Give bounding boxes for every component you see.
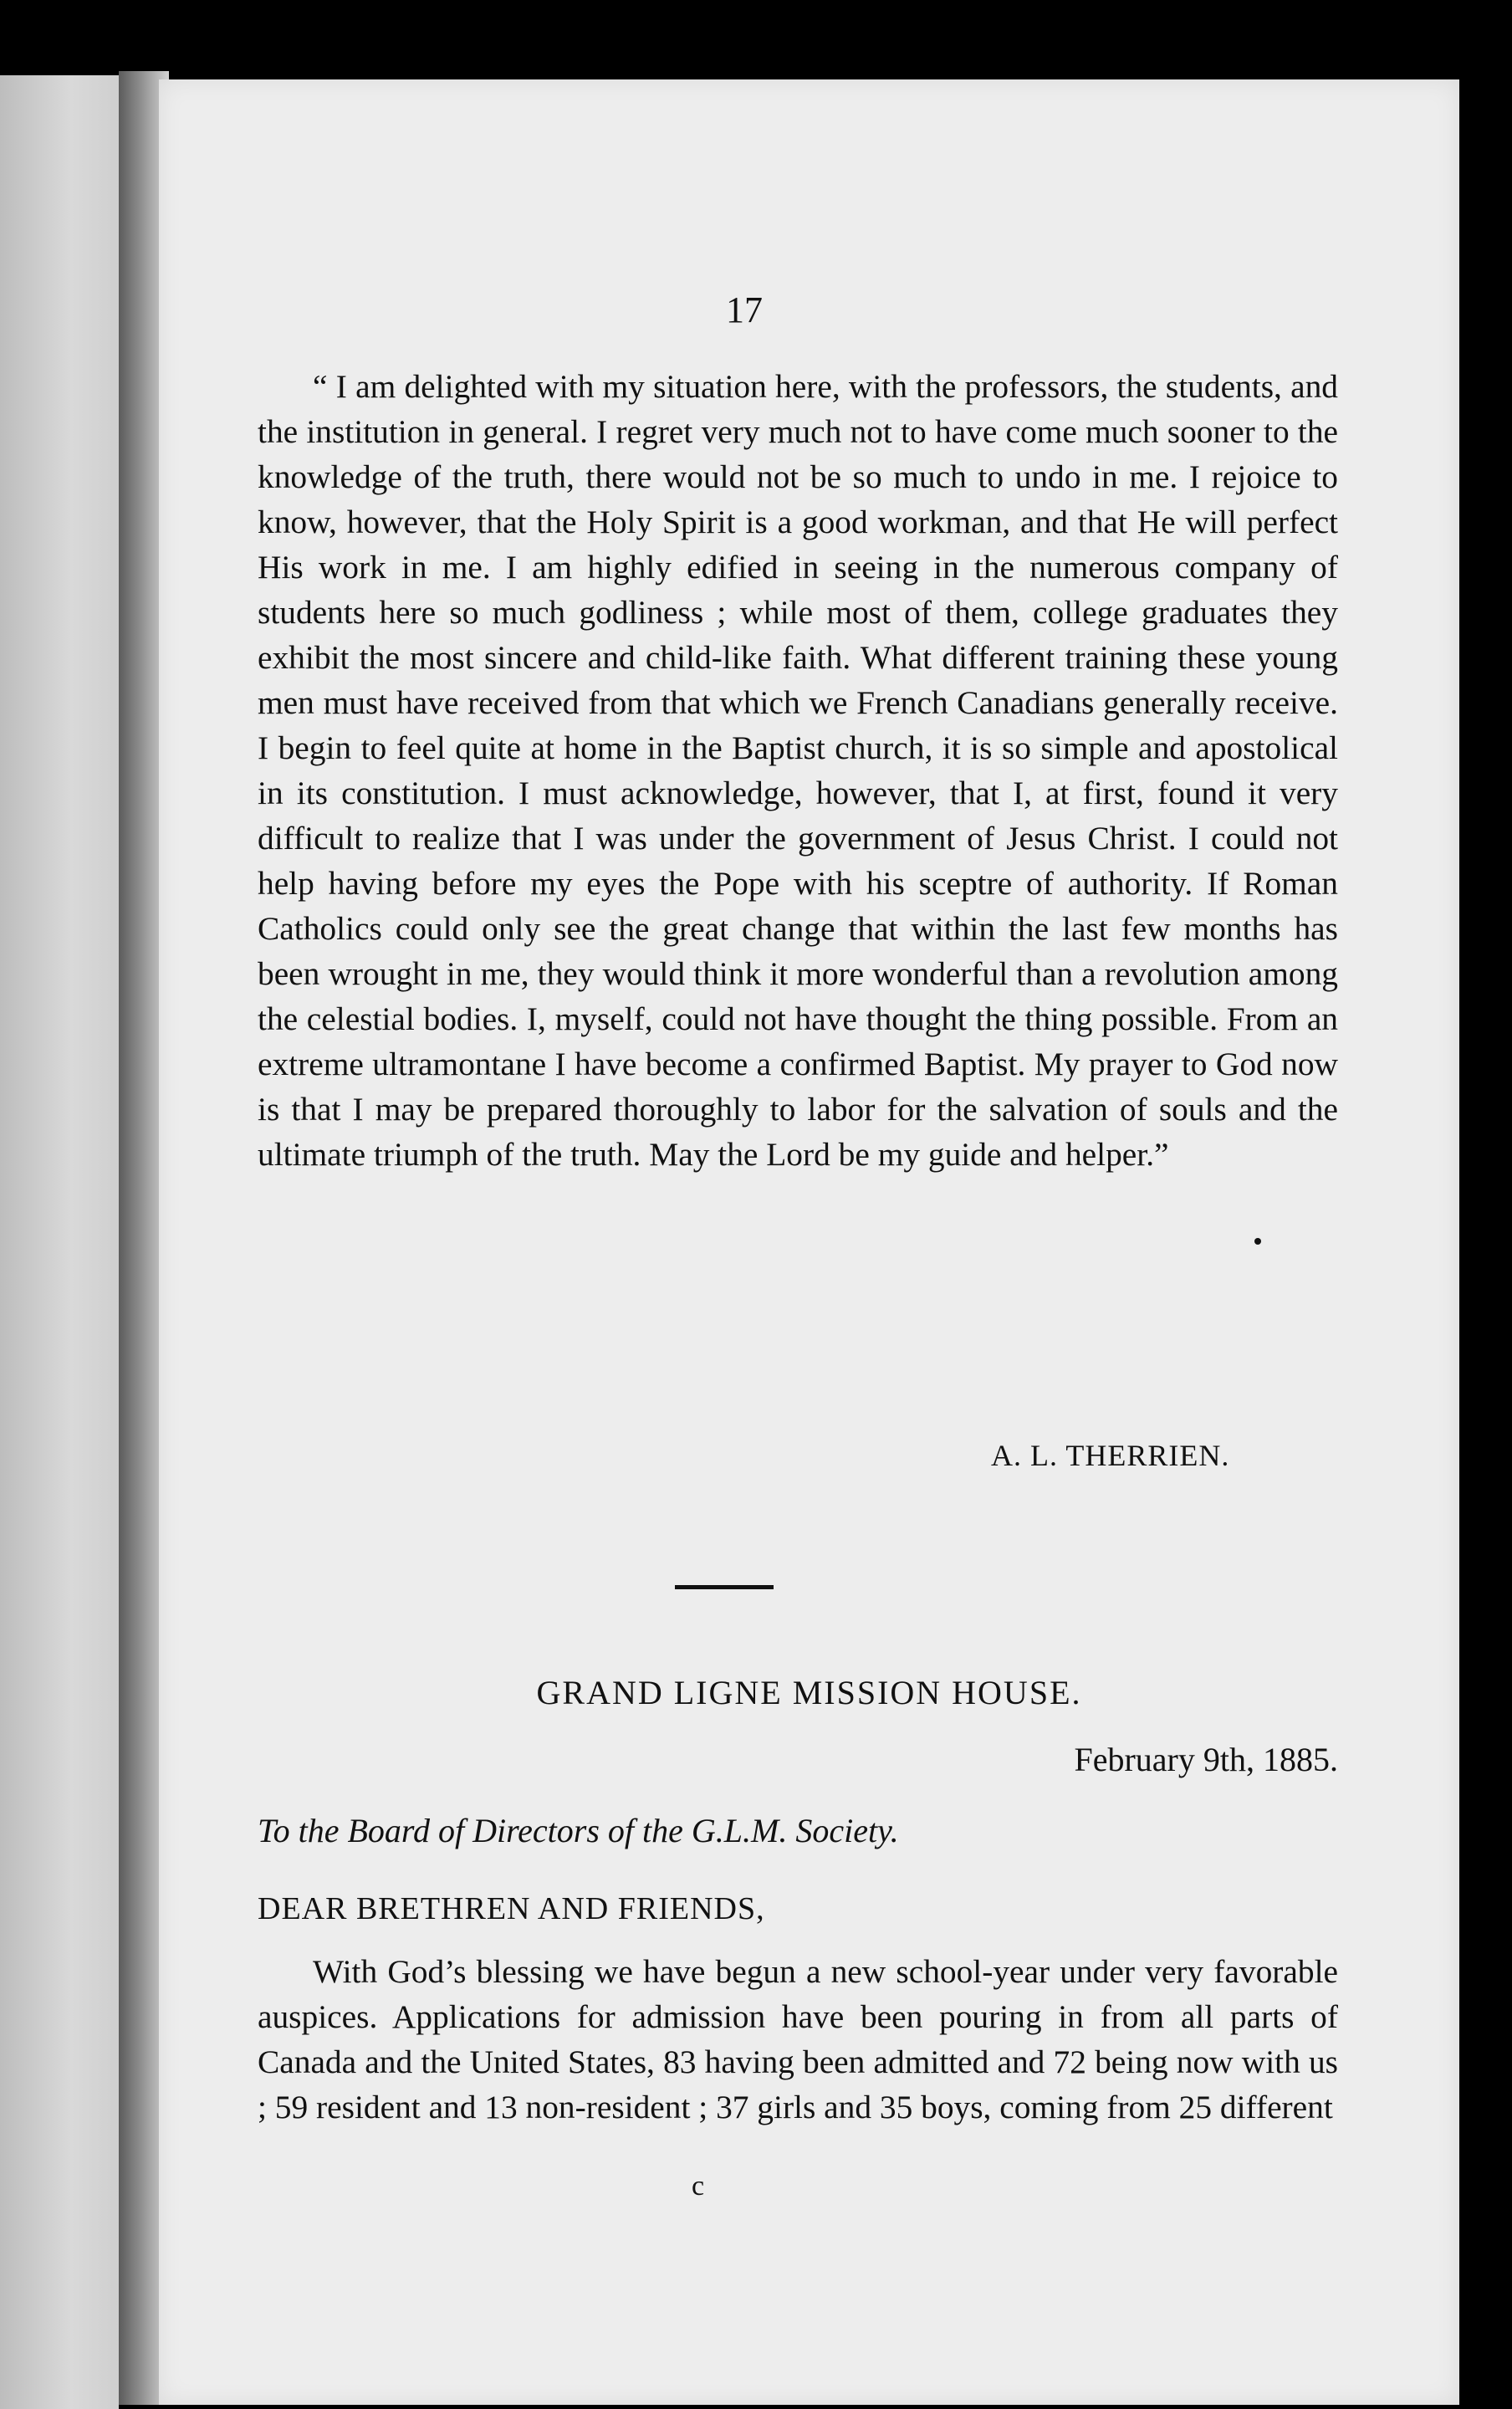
letter-body [258,1949,1338,2130]
previous-page-edge [0,75,119,2409]
quote-block [258,364,1338,1177]
page-number: 17 [726,289,763,330]
quote-signature: A. L. THERRIEN. [991,1439,1230,1472]
book-page [159,79,1459,2405]
printer-signature-mark: c [692,2171,705,2202]
letter-date: February 9th, 1885. [1074,1741,1338,1778]
ink-speck [1254,1238,1261,1245]
quote-paragraph: “ I am delighted with my situation here, with the professors, the students, and the institution in general. I regret very much not to have come much sooner to the knowledge of the truth, there would not be so much to undo in me. I rejoice to know, however, that the Holy Spirit is a good workman, and that He will perfect His work in me. I am highly edified in seeing in the numerous company of students here so much godliness ; while most of them, college graduates they exhibit the most sincere and child-like faith. What different training these young men must have received from that which we French Canadians generally receive. I begin to feel quite at home in the Baptist church, it is so simple and apostolical in its constitution. I must acknowledge, however, that I, at first, found it very difficult to realize that I was under the government of Jesus Christ. I could not help having before my eyes the Pope with his sceptre of authority. If Roman Catholics could only see the great change that within the last few months has been wrought in me, they would think it more wonderful than a revolution among the celestial bodies. I, myself, could not have thought the thing possible. From an extreme ultramontane I have become a confirmed Baptist. My prayer to God now is that I may be prepared thoroughly to labor for the salvation of souls and the ultimate triumph of the truth. May the Lord be my guide and helper.” [258,368,1338,1173]
letter-paragraph: With God’s blessing we have begun a new school-year under very favorable auspices. Applications for admission have been pouring in from all parts of Canada and the United States, 83 having been admitted and 72 being now with us ; 59 resident and 13 non-resident ; 37 girls and 35 boys, coming from 25 different [258,1953,1338,2125]
letter-address: To the Board of Directors of the G.L.M. Society. [258,1812,899,1849]
section-heading: GRAND LIGNE MISSION HOUSE. [536,1674,1082,1711]
section-divider [675,1585,774,1589]
letter-salutation: DEAR BRETHREN AND FRIENDS, [258,1891,765,1926]
